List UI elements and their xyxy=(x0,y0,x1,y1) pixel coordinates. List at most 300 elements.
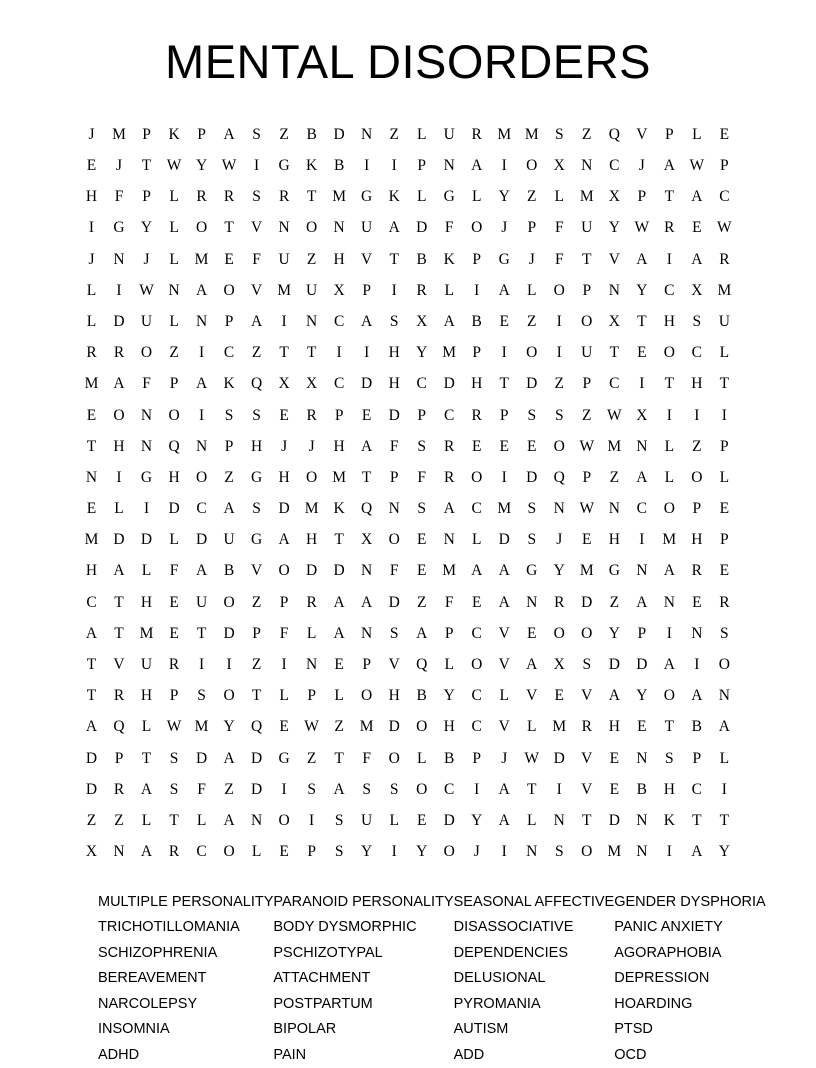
grid-letter[interactable]: H xyxy=(271,470,298,486)
grid-letter[interactable]: W xyxy=(161,719,188,735)
grid-letter[interactable]: K xyxy=(381,189,408,205)
grid-letter[interactable]: R xyxy=(216,189,243,205)
word-list-item[interactable]: AGORAPHOBIA xyxy=(614,941,765,967)
grid-letter[interactable]: F xyxy=(188,782,215,798)
grid-letter[interactable]: C xyxy=(601,376,628,392)
grid-letter[interactable]: S xyxy=(243,127,270,143)
word-list-item[interactable]: DISASSOCIATIVE xyxy=(454,915,615,941)
grid-letter[interactable]: F xyxy=(381,563,408,579)
word-list-item[interactable]: PANIC ANXIETY xyxy=(614,915,765,941)
grid-letter[interactable]: J xyxy=(491,751,518,767)
grid-letter[interactable]: Y xyxy=(491,189,518,205)
grid-letter[interactable]: M xyxy=(326,189,353,205)
grid-letter[interactable]: H xyxy=(326,252,353,268)
grid-letter[interactable]: N xyxy=(106,252,133,268)
grid-letter[interactable]: X xyxy=(546,657,573,673)
grid-letter[interactable]: M xyxy=(656,532,683,548)
grid-letter[interactable]: J xyxy=(78,127,105,143)
grid-letter[interactable]: D xyxy=(491,532,518,548)
grid-letter[interactable]: T xyxy=(656,376,683,392)
grid-letter[interactable]: L xyxy=(463,532,490,548)
grid-letter[interactable]: K xyxy=(216,376,243,392)
grid-letter[interactable]: I xyxy=(628,376,655,392)
grid-letter[interactable]: S xyxy=(546,127,573,143)
grid-letter[interactable]: R xyxy=(161,844,188,860)
grid-letter[interactable]: O xyxy=(298,470,325,486)
grid-letter[interactable]: F xyxy=(353,751,380,767)
grid-letter[interactable]: T xyxy=(573,252,600,268)
grid-letter[interactable]: Q xyxy=(408,657,435,673)
word-list-item[interactable]: SEASONAL AFFECTIVE xyxy=(454,890,615,916)
grid-letter[interactable]: M xyxy=(271,283,298,299)
grid-letter[interactable]: X xyxy=(298,376,325,392)
grid-letter[interactable]: G xyxy=(243,470,270,486)
grid-letter[interactable]: N xyxy=(628,844,655,860)
grid-letter[interactable]: V xyxy=(573,688,600,704)
grid-letter[interactable]: H xyxy=(381,688,408,704)
word-list-item[interactable]: PAIN xyxy=(273,1043,453,1068)
grid-letter[interactable]: D xyxy=(106,314,133,330)
grid-letter[interactable]: A xyxy=(408,626,435,642)
grid-letter[interactable]: N xyxy=(161,283,188,299)
grid-letter[interactable]: L xyxy=(161,532,188,548)
grid-letter[interactable]: A xyxy=(106,376,133,392)
grid-letter[interactable]: A xyxy=(188,376,215,392)
grid-letter[interactable]: I xyxy=(381,844,408,860)
grid-letter[interactable]: Y xyxy=(463,813,490,829)
grid-letter[interactable]: A xyxy=(518,657,545,673)
grid-letter[interactable]: D xyxy=(243,782,270,798)
grid-letter[interactable]: E xyxy=(78,408,105,424)
word-list-item[interactable]: ADD xyxy=(454,1043,615,1068)
grid-letter[interactable]: I xyxy=(463,782,490,798)
grid-letter[interactable]: F xyxy=(436,220,463,236)
grid-letter[interactable]: C xyxy=(408,376,435,392)
grid-letter[interactable]: C xyxy=(78,595,105,611)
grid-letter[interactable]: L xyxy=(683,127,710,143)
word-list-item[interactable]: AUTISM xyxy=(454,1017,615,1043)
grid-letter[interactable]: T xyxy=(711,813,738,829)
grid-letter[interactable]: T xyxy=(711,376,738,392)
grid-letter[interactable]: P xyxy=(243,626,270,642)
grid-letter[interactable]: P xyxy=(298,844,325,860)
grid-letter[interactable]: D xyxy=(243,751,270,767)
grid-letter[interactable]: L xyxy=(78,314,105,330)
grid-letter[interactable]: D xyxy=(106,532,133,548)
grid-letter[interactable]: A xyxy=(463,563,490,579)
grid-letter[interactable]: N xyxy=(298,657,325,673)
grid-letter[interactable]: B xyxy=(628,782,655,798)
grid-letter[interactable]: M xyxy=(298,501,325,517)
grid-letter[interactable]: I xyxy=(133,501,160,517)
grid-letter[interactable]: U xyxy=(436,127,463,143)
grid-letter[interactable]: F xyxy=(161,563,188,579)
grid-letter[interactable]: N xyxy=(436,532,463,548)
grid-letter[interactable]: K xyxy=(326,501,353,517)
grid-letter[interactable]: R xyxy=(106,782,133,798)
grid-letter[interactable]: L xyxy=(711,751,738,767)
grid-letter[interactable]: C xyxy=(463,626,490,642)
grid-letter[interactable]: J xyxy=(106,158,133,174)
grid-letter[interactable]: H xyxy=(298,532,325,548)
grid-letter[interactable]: D xyxy=(408,220,435,236)
grid-letter[interactable]: J xyxy=(78,252,105,268)
grid-letter[interactable]: Z xyxy=(683,439,710,455)
grid-letter[interactable]: M xyxy=(601,439,628,455)
grid-letter[interactable]: V xyxy=(573,751,600,767)
grid-letter[interactable]: E xyxy=(161,595,188,611)
grid-letter[interactable]: W xyxy=(133,283,160,299)
grid-letter[interactable]: A xyxy=(188,563,215,579)
grid-letter[interactable]: L xyxy=(271,688,298,704)
grid-letter[interactable]: A xyxy=(216,751,243,767)
grid-letter[interactable]: D xyxy=(436,376,463,392)
grid-letter[interactable]: E xyxy=(546,688,573,704)
grid-letter[interactable]: M xyxy=(353,719,380,735)
grid-letter[interactable]: Z xyxy=(106,813,133,829)
grid-letter[interactable]: B xyxy=(408,252,435,268)
grid-letter[interactable]: P xyxy=(656,127,683,143)
grid-letter[interactable]: A xyxy=(436,314,463,330)
grid-letter[interactable]: R xyxy=(711,252,738,268)
grid-letter[interactable]: L xyxy=(161,314,188,330)
grid-letter[interactable]: H xyxy=(78,189,105,205)
grid-letter[interactable]: E xyxy=(711,501,738,517)
grid-letter[interactable]: E xyxy=(491,314,518,330)
grid-letter[interactable]: O xyxy=(408,782,435,798)
grid-letter[interactable]: U xyxy=(298,283,325,299)
grid-letter[interactable]: T xyxy=(106,626,133,642)
grid-letter[interactable]: Y xyxy=(601,220,628,236)
grid-letter[interactable]: N xyxy=(656,595,683,611)
grid-letter[interactable]: X xyxy=(628,408,655,424)
grid-letter[interactable]: J xyxy=(463,844,490,860)
grid-letter[interactable]: P xyxy=(573,376,600,392)
grid-letter[interactable]: S xyxy=(243,408,270,424)
grid-letter[interactable]: P xyxy=(463,252,490,268)
grid-letter[interactable]: B xyxy=(298,127,325,143)
grid-letter[interactable]: Z xyxy=(601,470,628,486)
grid-letter[interactable]: L xyxy=(491,688,518,704)
grid-letter[interactable]: A xyxy=(326,595,353,611)
grid-letter[interactable]: P xyxy=(188,127,215,143)
grid-letter[interactable]: P xyxy=(133,127,160,143)
grid-letter[interactable]: M xyxy=(711,283,738,299)
grid-letter[interactable]: E xyxy=(78,501,105,517)
grid-letter[interactable]: D xyxy=(518,470,545,486)
grid-letter[interactable]: Z xyxy=(518,189,545,205)
grid-letter[interactable]: E xyxy=(518,626,545,642)
grid-letter[interactable]: R xyxy=(656,220,683,236)
grid-letter[interactable]: H xyxy=(243,439,270,455)
grid-letter[interactable]: Q xyxy=(353,501,380,517)
grid-letter[interactable]: D xyxy=(628,657,655,673)
grid-letter[interactable]: I xyxy=(216,657,243,673)
grid-letter[interactable]: S xyxy=(161,782,188,798)
grid-letter[interactable]: L xyxy=(436,283,463,299)
grid-letter[interactable]: W xyxy=(573,501,600,517)
grid-letter[interactable]: K xyxy=(298,158,325,174)
grid-letter[interactable]: M xyxy=(573,189,600,205)
grid-letter[interactable]: T xyxy=(78,657,105,673)
grid-letter[interactable]: P xyxy=(161,376,188,392)
grid-letter[interactable]: Q xyxy=(161,439,188,455)
grid-letter[interactable]: P xyxy=(298,688,325,704)
grid-letter[interactable]: Q xyxy=(601,127,628,143)
grid-letter[interactable]: O xyxy=(188,220,215,236)
word-list-item[interactable]: SCHIZOPHRENIA xyxy=(98,941,273,967)
grid-letter[interactable]: S xyxy=(381,782,408,798)
grid-letter[interactable]: H xyxy=(133,688,160,704)
grid-letter[interactable]: O xyxy=(656,501,683,517)
grid-letter[interactable]: I xyxy=(683,657,710,673)
grid-letter[interactable]: N xyxy=(298,314,325,330)
grid-letter[interactable]: D xyxy=(216,626,243,642)
grid-letter[interactable]: C xyxy=(601,158,628,174)
grid-letter[interactable]: S xyxy=(161,751,188,767)
grid-letter[interactable]: O xyxy=(656,688,683,704)
grid-letter[interactable]: W xyxy=(161,158,188,174)
grid-letter[interactable]: N xyxy=(271,220,298,236)
grid-letter[interactable]: O xyxy=(216,595,243,611)
grid-letter[interactable]: I xyxy=(546,345,573,361)
grid-letter[interactable]: D xyxy=(518,376,545,392)
grid-letter[interactable]: A xyxy=(353,314,380,330)
grid-letter[interactable]: D xyxy=(326,127,353,143)
grid-letter[interactable]: M xyxy=(188,719,215,735)
grid-letter[interactable]: O xyxy=(133,345,160,361)
grid-letter[interactable]: N xyxy=(546,813,573,829)
grid-letter[interactable]: A xyxy=(491,782,518,798)
grid-letter[interactable]: T xyxy=(573,813,600,829)
grid-letter[interactable]: U xyxy=(353,220,380,236)
grid-letter[interactable]: V xyxy=(573,782,600,798)
grid-letter[interactable]: O xyxy=(381,751,408,767)
grid-letter[interactable]: P xyxy=(711,532,738,548)
grid-letter[interactable]: M xyxy=(436,345,463,361)
word-list-item[interactable]: PYROMANIA xyxy=(454,992,615,1018)
grid-letter[interactable]: W xyxy=(573,439,600,455)
grid-letter[interactable]: G xyxy=(133,470,160,486)
grid-letter[interactable]: W xyxy=(601,408,628,424)
grid-letter[interactable]: P xyxy=(436,626,463,642)
grid-letter[interactable]: H xyxy=(683,532,710,548)
grid-letter[interactable]: O xyxy=(216,844,243,860)
grid-letter[interactable]: D xyxy=(188,751,215,767)
grid-letter[interactable]: V xyxy=(381,657,408,673)
grid-letter[interactable]: S xyxy=(573,657,600,673)
grid-letter[interactable]: R xyxy=(78,345,105,361)
grid-letter[interactable]: V xyxy=(353,252,380,268)
grid-letter[interactable]: N xyxy=(711,688,738,704)
grid-letter[interactable]: R xyxy=(436,470,463,486)
grid-letter[interactable]: Y xyxy=(408,844,435,860)
grid-letter[interactable]: V xyxy=(106,657,133,673)
grid-letter[interactable]: U xyxy=(271,252,298,268)
grid-letter[interactable]: C xyxy=(326,314,353,330)
grid-letter[interactable]: L xyxy=(78,283,105,299)
grid-letter[interactable]: M xyxy=(491,127,518,143)
grid-letter[interactable]: A xyxy=(683,688,710,704)
grid-letter[interactable]: X xyxy=(353,532,380,548)
grid-letter[interactable]: D xyxy=(326,563,353,579)
grid-letter[interactable]: A xyxy=(463,158,490,174)
grid-letter[interactable]: F xyxy=(381,439,408,455)
grid-letter[interactable]: N xyxy=(188,314,215,330)
grid-letter[interactable]: R xyxy=(408,283,435,299)
grid-letter[interactable]: J xyxy=(133,252,160,268)
grid-letter[interactable]: P xyxy=(353,283,380,299)
grid-letter[interactable]: Z xyxy=(298,751,325,767)
grid-letter[interactable]: A xyxy=(106,563,133,579)
grid-letter[interactable]: F xyxy=(546,220,573,236)
grid-letter[interactable]: Y xyxy=(601,626,628,642)
grid-letter[interactable]: Y xyxy=(133,220,160,236)
grid-letter[interactable]: A xyxy=(628,595,655,611)
grid-letter[interactable]: I xyxy=(381,283,408,299)
grid-letter[interactable]: L xyxy=(656,439,683,455)
grid-letter[interactable]: A xyxy=(133,844,160,860)
grid-letter[interactable]: D xyxy=(381,595,408,611)
grid-letter[interactable]: I xyxy=(271,657,298,673)
grid-letter[interactable]: O xyxy=(188,470,215,486)
grid-letter[interactable]: T xyxy=(491,376,518,392)
grid-letter[interactable]: C xyxy=(463,688,490,704)
word-list-item[interactable]: PTSD xyxy=(614,1017,765,1043)
grid-letter[interactable]: Y xyxy=(216,719,243,735)
grid-letter[interactable]: U xyxy=(573,345,600,361)
grid-letter[interactable]: G xyxy=(353,189,380,205)
grid-letter[interactable]: A xyxy=(436,501,463,517)
grid-letter[interactable]: X xyxy=(546,158,573,174)
grid-letter[interactable]: A xyxy=(243,314,270,330)
grid-letter[interactable]: O xyxy=(573,844,600,860)
grid-letter[interactable]: T xyxy=(656,719,683,735)
grid-letter[interactable]: F xyxy=(546,252,573,268)
grid-letter[interactable]: E xyxy=(683,595,710,611)
grid-letter[interactable]: Z xyxy=(518,314,545,330)
grid-letter[interactable]: N xyxy=(683,626,710,642)
grid-letter[interactable]: X xyxy=(78,844,105,860)
grid-letter[interactable]: E xyxy=(271,844,298,860)
grid-letter[interactable]: A xyxy=(326,782,353,798)
word-list-item[interactable]: BEREAVEMENT xyxy=(98,966,273,992)
word-list-item[interactable]: POSTPARTUM xyxy=(273,992,453,1018)
grid-letter[interactable]: C xyxy=(683,345,710,361)
grid-letter[interactable]: Z xyxy=(298,252,325,268)
word-list-item[interactable]: OCD xyxy=(614,1043,765,1068)
grid-letter[interactable]: I xyxy=(491,470,518,486)
grid-letter[interactable]: G xyxy=(518,563,545,579)
word-list-item[interactable]: DEPRESSION xyxy=(614,966,765,992)
grid-letter[interactable]: E xyxy=(628,719,655,735)
grid-letter[interactable]: P xyxy=(106,751,133,767)
grid-letter[interactable]: A xyxy=(656,563,683,579)
grid-letter[interactable]: C xyxy=(326,376,353,392)
word-list-item[interactable]: TRICHOTILLOMANIA xyxy=(98,915,273,941)
grid-letter[interactable]: L xyxy=(518,283,545,299)
grid-letter[interactable]: Z xyxy=(573,408,600,424)
grid-letter[interactable]: P xyxy=(216,314,243,330)
grid-letter[interactable]: M xyxy=(78,376,105,392)
grid-letter[interactable]: D xyxy=(381,408,408,424)
grid-letter[interactable]: N xyxy=(601,501,628,517)
grid-letter[interactable]: D xyxy=(601,657,628,673)
grid-letter[interactable]: R xyxy=(106,345,133,361)
grid-letter[interactable]: V xyxy=(491,657,518,673)
grid-letter[interactable]: O xyxy=(573,314,600,330)
grid-letter[interactable]: W xyxy=(628,220,655,236)
grid-letter[interactable]: H xyxy=(656,782,683,798)
grid-letter[interactable]: V xyxy=(601,252,628,268)
grid-letter[interactable]: Z xyxy=(216,782,243,798)
grid-letter[interactable]: N xyxy=(436,158,463,174)
grid-letter[interactable]: O xyxy=(683,470,710,486)
grid-letter[interactable]: D xyxy=(188,532,215,548)
grid-letter[interactable]: O xyxy=(573,626,600,642)
grid-letter[interactable]: I xyxy=(78,220,105,236)
grid-letter[interactable]: O xyxy=(463,470,490,486)
grid-letter[interactable]: N xyxy=(326,220,353,236)
grid-letter[interactable]: N xyxy=(353,563,380,579)
grid-letter[interactable]: T xyxy=(601,345,628,361)
grid-letter[interactable]: I xyxy=(656,408,683,424)
word-list-item[interactable]: DELUSIONAL xyxy=(454,966,615,992)
grid-letter[interactable]: N xyxy=(353,127,380,143)
word-list-item[interactable]: BIPOLAR xyxy=(273,1017,453,1043)
grid-letter[interactable]: K xyxy=(436,252,463,268)
grid-letter[interactable]: E xyxy=(463,439,490,455)
grid-letter[interactable]: N xyxy=(518,844,545,860)
grid-letter[interactable]: P xyxy=(711,158,738,174)
grid-letter[interactable]: O xyxy=(161,408,188,424)
grid-letter[interactable]: P xyxy=(573,283,600,299)
grid-letter[interactable]: X xyxy=(683,283,710,299)
grid-letter[interactable]: N xyxy=(628,751,655,767)
word-list-item[interactable]: GENDER DYSPHORIA xyxy=(614,890,765,916)
grid-letter[interactable]: T xyxy=(628,314,655,330)
grid-letter[interactable]: N xyxy=(188,439,215,455)
grid-letter[interactable]: Z xyxy=(601,595,628,611)
grid-letter[interactable]: N xyxy=(628,813,655,829)
grid-letter[interactable]: L xyxy=(711,470,738,486)
grid-letter[interactable]: S xyxy=(326,813,353,829)
grid-letter[interactable]: O xyxy=(271,813,298,829)
grid-letter[interactable]: S xyxy=(216,408,243,424)
grid-letter[interactable]: A xyxy=(683,252,710,268)
grid-letter[interactable]: X xyxy=(601,189,628,205)
grid-letter[interactable]: O xyxy=(463,220,490,236)
grid-letter[interactable]: I xyxy=(656,252,683,268)
grid-letter[interactable]: I xyxy=(683,408,710,424)
grid-letter[interactable]: W xyxy=(298,719,325,735)
grid-letter[interactable]: Z xyxy=(243,595,270,611)
grid-letter[interactable]: E xyxy=(601,782,628,798)
grid-letter[interactable]: T xyxy=(518,782,545,798)
grid-letter[interactable]: T xyxy=(381,252,408,268)
grid-letter[interactable]: Y xyxy=(546,563,573,579)
grid-letter[interactable]: O xyxy=(298,220,325,236)
grid-letter[interactable]: T xyxy=(656,189,683,205)
grid-letter[interactable]: H xyxy=(326,439,353,455)
grid-letter[interactable]: T xyxy=(298,345,325,361)
grid-letter[interactable]: N xyxy=(133,408,160,424)
grid-letter[interactable]: T xyxy=(161,813,188,829)
grid-letter[interactable]: J xyxy=(518,252,545,268)
grid-letter[interactable]: P xyxy=(683,751,710,767)
grid-letter[interactable]: O xyxy=(408,719,435,735)
word-list-item[interactable]: HOARDING xyxy=(614,992,765,1018)
